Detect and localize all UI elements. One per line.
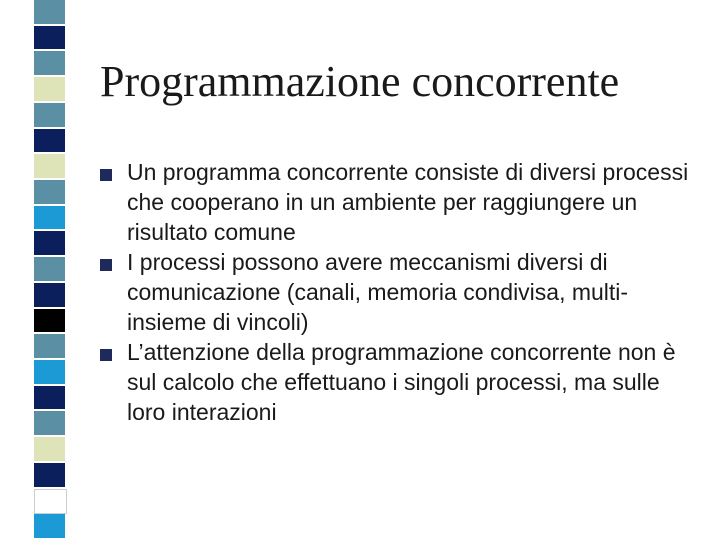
stripe-block [34, 180, 65, 204]
bullet-text: I processi possono avere meccanismi diversi di comunicazione (canali, memoria condivisa, multi-insieme di vincoli) [127, 249, 629, 335]
stripe-block [34, 489, 67, 515]
stripe-block [34, 514, 65, 538]
stripe-block [34, 437, 65, 461]
bullet-item [100, 247, 700, 337]
bullet-item [100, 337, 700, 427]
bullet-text: Un programma concorrente consiste di diversi processi che cooperano in un ambiente per raggiungere un risultato comune [127, 159, 689, 245]
square-bullet-icon [100, 349, 112, 361]
square-bullet-icon [100, 169, 112, 181]
stripe-block [34, 51, 65, 75]
stripe-block [34, 386, 65, 410]
stripe-block [34, 103, 65, 127]
stripe-block [34, 206, 65, 230]
slide-title: Programmazione concorrente [100, 57, 620, 106]
stripe-block [34, 334, 65, 358]
stripe-block [34, 26, 65, 50]
decorative-stripe [34, 0, 65, 540]
stripe-block [34, 411, 65, 435]
bullet-text: L’attenzione della programmazione concorrente non è sul calcolo che effettuano i singoli processi, ma sulle loro interazioni [127, 339, 676, 425]
stripe-block [34, 283, 65, 307]
stripe-block [34, 0, 65, 24]
stripe-block [34, 309, 65, 333]
bullet-item [100, 157, 700, 247]
stripe-block [34, 77, 65, 101]
square-bullet-icon [100, 259, 112, 271]
bullet-list [100, 157, 700, 427]
stripe-block [34, 154, 65, 178]
stripe-block [34, 257, 65, 281]
stripe-block [34, 360, 65, 384]
stripe-block [34, 463, 65, 487]
stripe-block [34, 129, 65, 153]
stripe-block [34, 231, 65, 255]
